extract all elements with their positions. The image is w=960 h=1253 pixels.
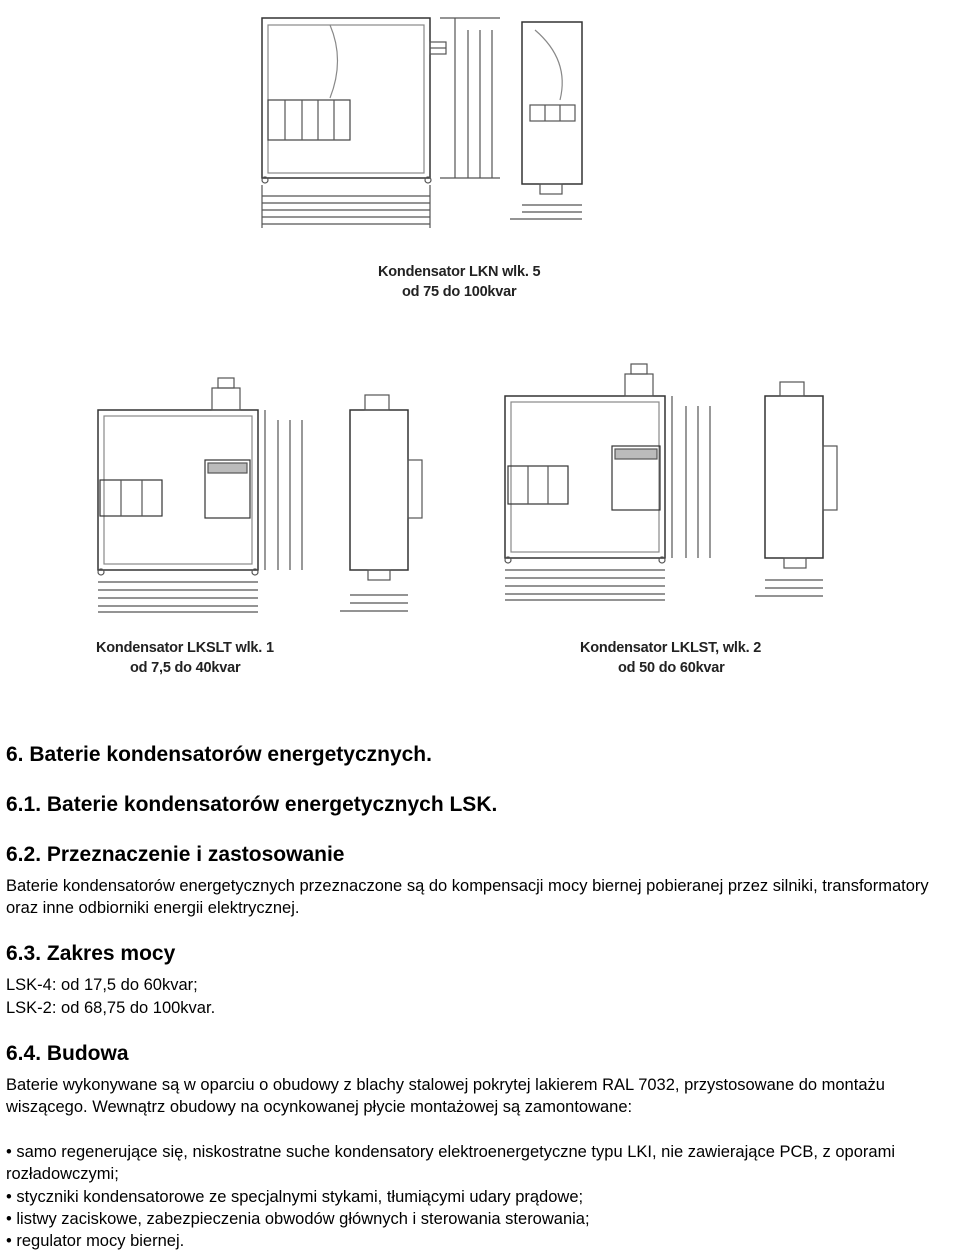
bullet-item: • regulator mocy biernej. — [6, 1232, 185, 1250]
lkslt-caption — [96, 638, 274, 678]
section-6-2-text: Baterie kondensatorów energetycznych przeznaczone są do kompensacji mocy biernej pobieranej przez silniki, transformatory oraz inne odbiorniki energii elektrycznej. — [6, 877, 929, 917]
lklst-caption-line2: od 50 do 60kvar — [618, 660, 725, 676]
section-6-4-title: 6.4. Budowa — [6, 1042, 129, 1065]
lkslt-front-view — [98, 378, 302, 612]
lkn-caption — [378, 262, 540, 302]
section-6-1-title: 6.1. Baterie kondensatorów energetycznych LSK. — [6, 793, 498, 816]
lklst-caption — [580, 638, 761, 678]
lkslt-caption-line2: od 7,5 do 40kvar — [130, 660, 241, 676]
section-6-3-title: 6.3. Zakres mocy — [6, 942, 176, 965]
lklst-front-view — [505, 364, 710, 600]
bullet-item: • samo regenerujące się, niskostratne suche kondensatory elektroenergetyczne typu LKI, nie zawierające PCB, z oporami rozładowczymi; — [6, 1143, 895, 1183]
section-6-title: 6. Baterie kondensatorów energetycznych. — [6, 743, 432, 766]
lklst-caption-line1: Kondensator LKLST, wlk. 2 — [580, 640, 762, 656]
lkn-caption-line2: od 75 do 100kvar — [402, 284, 517, 300]
lklst-side-view — [755, 382, 837, 596]
lkn-caption-line1: Kondensator LKN wlk. 5 — [378, 264, 541, 280]
bullet-item: • listwy zaciskowe, zabezpieczenia obwodów głównych i sterowania sterowania; — [6, 1210, 590, 1228]
lkslt-caption-line1: Kondensator LKSLT wlk. 1 — [96, 640, 274, 656]
section-6-4-text: Baterie wykonywane są w oparciu o obudowy z blachy stalowej pokrytej lakierem RAL 7032, przystosowane do montażu wiszącego. Wewnątrz obudowy na ocynkowanej płycie montażowej są zamontowane: — [6, 1076, 885, 1116]
lkslt-side-view — [340, 395, 422, 611]
section-6-3-line1: LSK-4: od 17,5 do 60kvar; — [6, 976, 198, 994]
lkn-side-view — [510, 22, 582, 219]
lkn-front-view — [262, 18, 500, 228]
section-6-2-title: 6.2. Przeznaczenie i zastosowanie — [6, 843, 345, 866]
bullet-item: • styczniki kondensatorowe ze specjalnymi stykami, tłumiącymi udary prądowe; — [6, 1188, 584, 1206]
section-6-3-line2: LSK-2: od 68,75 do 100kvar. — [6, 999, 216, 1017]
